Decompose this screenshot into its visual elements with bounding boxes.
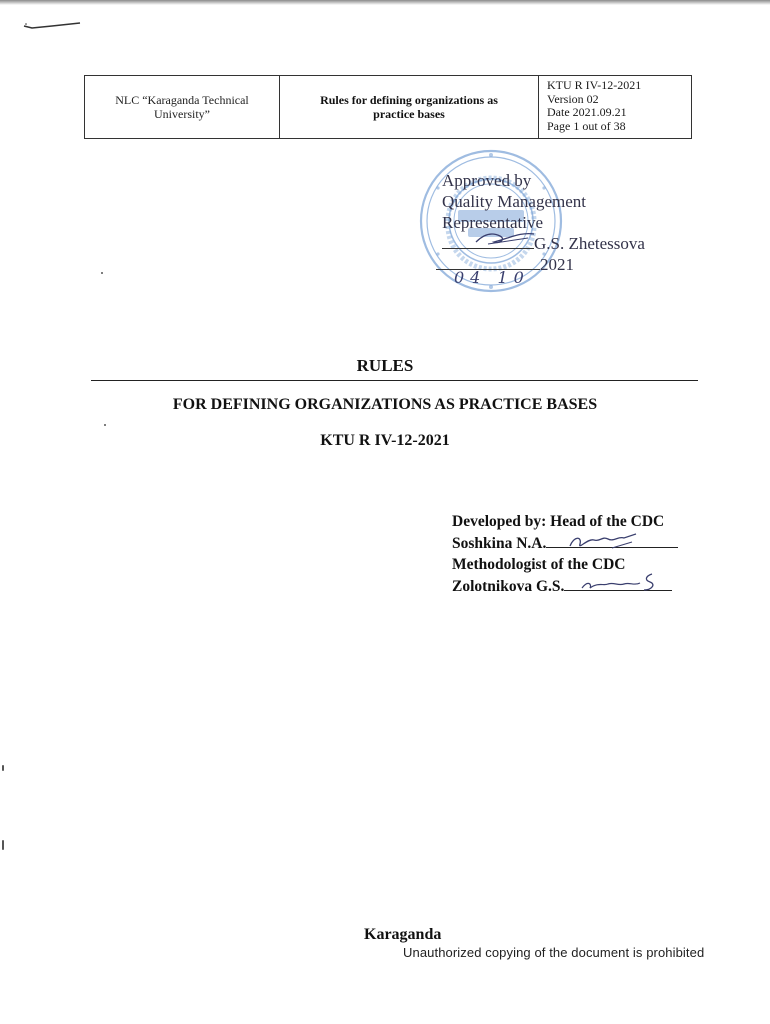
- approver-name: G.S. Zhetessova: [534, 234, 645, 253]
- scan-speck: [2, 765, 4, 771]
- document-subheading: FOR DEFINING ORGANIZATIONS AS PRACTICE BASES: [172, 396, 598, 413]
- scan-speck: [2, 840, 4, 850]
- document-code: KTU R IV-12-2021: [547, 78, 642, 92]
- handwritten-date: 04 10: [454, 268, 530, 287]
- copyright-notice: Unauthorized copying of the document is prohibited: [403, 945, 705, 960]
- page-number: Page 1 out of 38: [547, 118, 626, 133]
- header-document-title: [280, 76, 539, 138]
- approval-line: Representative: [442, 213, 544, 232]
- approver-signature: [470, 224, 540, 250]
- document-heading: RULES: [356, 356, 414, 375]
- approval-block: [442, 170, 645, 287]
- developer-name: Soshkina N.A.: [452, 534, 547, 552]
- approval-line: Approved by: [442, 171, 532, 190]
- document-header-table: [84, 75, 692, 139]
- methodologist-signature: [578, 570, 668, 594]
- scan-mark: [22, 20, 82, 32]
- developer-name: Zolotnikova G.S.: [452, 577, 565, 595]
- developer-line: Methodologist of the CDC: [452, 556, 626, 573]
- developer-line: Developed by: Head of the CDC: [452, 513, 665, 530]
- header-organization: [85, 76, 280, 138]
- title-divider: [91, 380, 698, 381]
- scan-speck: [104, 424, 106, 426]
- document-code-title: KTU R IV-12-2021: [320, 432, 450, 449]
- scan-top-edge: [0, 0, 770, 5]
- scan-speck: [101, 272, 103, 274]
- developer-signature: [566, 530, 642, 554]
- header-meta: [539, 76, 691, 138]
- document-title: Rules for defining organizations as practice bases: [320, 93, 498, 121]
- organization-name: NLC “Karaganda Technical University”: [115, 93, 249, 121]
- document-date: Date 2021.09.21: [547, 105, 627, 119]
- document-version: Version 02: [547, 91, 599, 106]
- approval-date-line: [436, 254, 645, 287]
- approval-line: Quality Management: [442, 192, 586, 211]
- city-name: Karaganda: [364, 926, 442, 943]
- approval-year: 2021: [540, 255, 574, 274]
